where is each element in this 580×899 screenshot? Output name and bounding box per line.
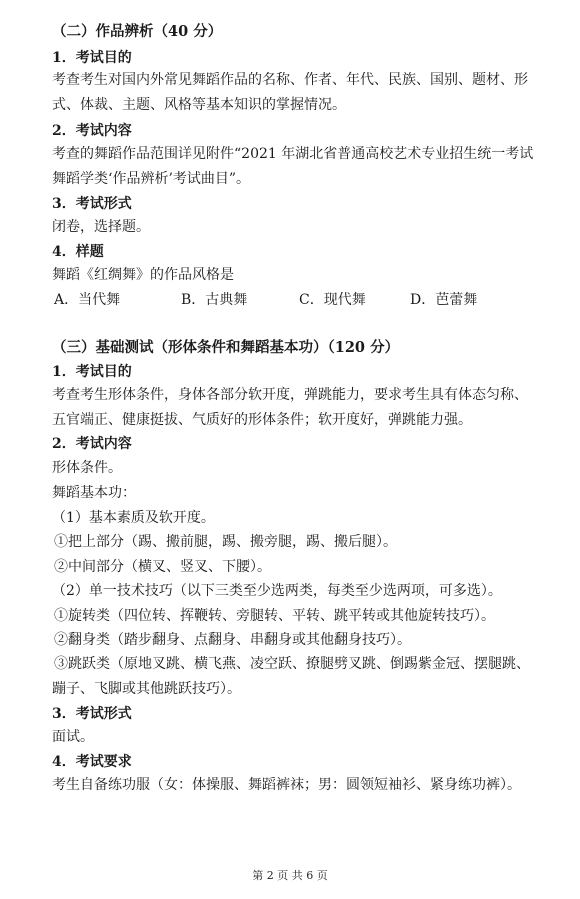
section-2-heading-2: 2．考试内容 xyxy=(52,123,132,139)
section-3-heading-2: 2．考试内容 xyxy=(52,436,132,452)
option-d: D．芭蕾舞 xyxy=(410,292,478,308)
option-a: A．当代舞 xyxy=(54,292,121,308)
option-b: B．古典舞 xyxy=(181,292,248,308)
section-3-para-4: 考生自备练功服（女：体操服、舞蹈裤袜；男：圆领短袖衫、紧身练功裤）。 xyxy=(52,777,521,793)
section-2-para-1-line-1: 考查考生对国内外常见舞蹈作品的名称、作者、年代、民族、国别、题材、形 xyxy=(52,72,528,88)
section-2-para-2-line-1: 考查的舞蹈作品范围详见附件“2021 年湖北省普通高校艺术专业招生统一考试 xyxy=(52,146,534,162)
content-item: 形体条件。 xyxy=(52,460,122,476)
sample-question: 舞蹈《红绸舞》的作品风格是 xyxy=(52,267,234,283)
content-item: （2）单一技术技巧（以下三类至少选两类，每类至少选两项，可多选）。 xyxy=(52,583,502,599)
section-2-title: （二）作品辨析（40 分） xyxy=(52,23,223,40)
sample-options xyxy=(0,288,580,312)
content-item: 蹦子、飞脚或其他跳跃技巧）。 xyxy=(52,681,241,697)
content-item: （1）基本素质及软开度。 xyxy=(52,510,215,526)
section-3-heading-4: 4．考试要求 xyxy=(52,754,132,770)
section-2-para-3: 闭卷，选择题。 xyxy=(52,219,150,235)
content-item: ①把上部分（踢、搬前腿，踢、搬旁腿，踢、搬后腿）。 xyxy=(54,534,397,550)
page-number-footer: 第 2 页 共 6 页 xyxy=(252,869,328,882)
section-3-title: （三）基础测试（形体条件和舞蹈基本功）（120 分） xyxy=(52,339,400,356)
section-2-heading-3: 3．考试形式 xyxy=(52,196,132,212)
section-2-para-2-line-2: 舞蹈学类‘作品辨析’考试曲目”。 xyxy=(52,171,251,187)
section-2-para-1-line-2: 式、体裁、主题、风格等基本知识的掌握情况。 xyxy=(52,97,346,113)
section-3-heading-3: 3．考试形式 xyxy=(52,706,132,722)
content-item: ③跳跃类（原地叉跳、横飞燕、凌空跃、撩腿劈叉跳、倒踢紫金冠、摆腿跳、 xyxy=(54,656,530,672)
content-item: ②中间部分（横叉、竖叉、下腰）。 xyxy=(54,559,271,575)
section-3-para-1-line-2: 五官端正、健康挺拔、气质好的形体条件；软开度好，弹跳能力强。 xyxy=(52,412,472,428)
section-3-para-3: 面试。 xyxy=(52,729,94,745)
section-3-heading-1: 1．考试目的 xyxy=(52,364,132,380)
option-c: C．现代舞 xyxy=(299,292,366,308)
content-item: ②翻身类（踏步翻身、点翻身、串翻身或其他翻身技巧）。 xyxy=(54,632,411,648)
content-item: 舞蹈基本功： xyxy=(52,485,136,501)
section-3-para-1-line-1: 考查考生形体条件，身体各部分软开度，弹跳能力，要求考生具有体态匀称、 xyxy=(52,387,528,403)
content-item: ①旋转类（四位转、挥鞭转、旁腿转、平转、跳平转或其他旋转技巧）。 xyxy=(54,608,495,624)
section-2-heading-1: 1．考试目的 xyxy=(52,50,132,66)
section-2-heading-4: 4．样题 xyxy=(52,244,104,260)
